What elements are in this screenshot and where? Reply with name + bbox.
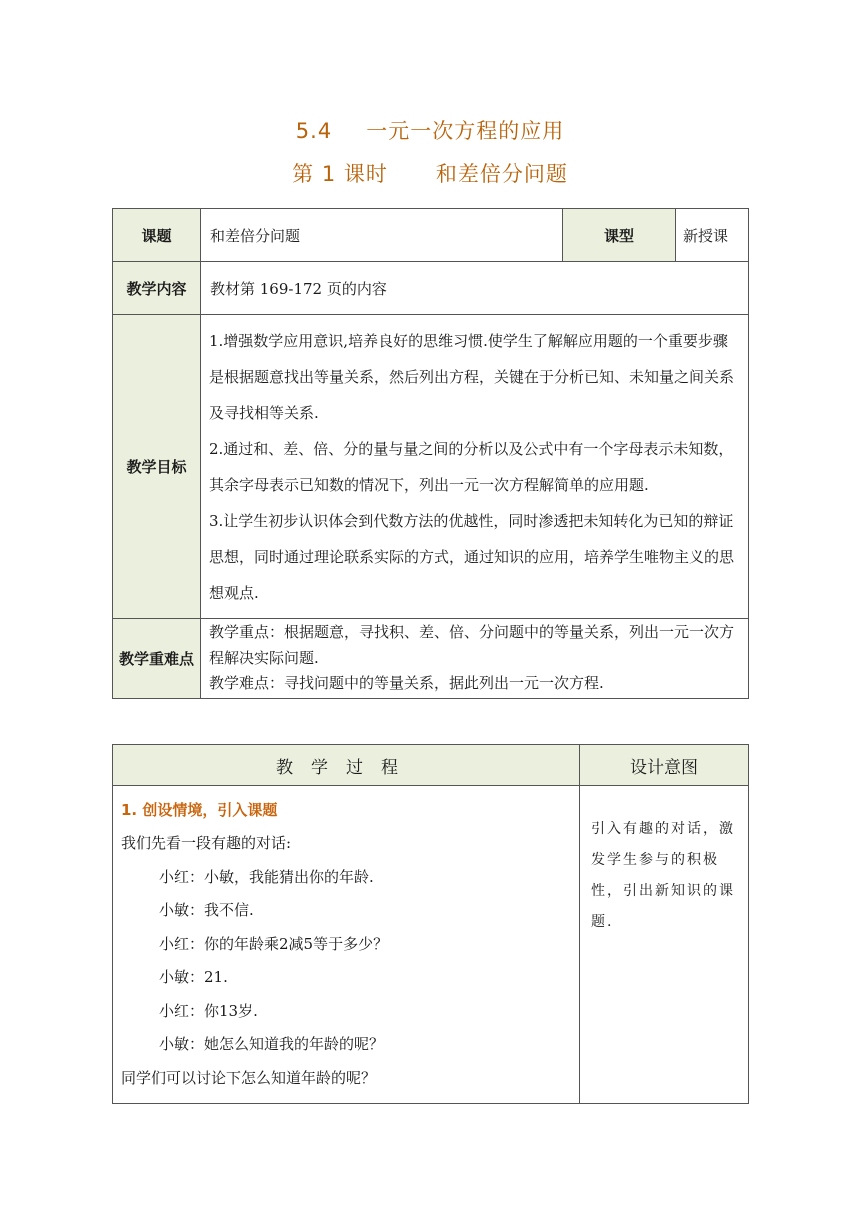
intent-text: 引入有趣的对话，激发学生参与的积极性，引出新知识的课题. [591,821,735,930]
content-value: 教材第 169-172 页的内容 [201,262,749,315]
lesson-number: 第 1 课时 [292,162,388,186]
goals-label: 教学目标 [113,315,201,619]
dialogue-line: 小敏：她怎么知道我的年龄的呢？ [159,1035,385,1053]
lesson-heading [0,158,860,188]
goal-item: 3.让学生初步认识体会到代数方法的优越性，同时渗透把未知转化为已知的辩证思想，同时通过理论联系实际的方式，通过知识的应用，培养学生唯物主义的思想观点. [209,512,735,602]
process-header: 教学过程 [113,745,580,786]
dialogue-line: 小红：你的年龄乘2减5等于多少？ [159,934,389,953]
step-title: 1. 创设情境，引入课题 [121,801,278,819]
dialogue-line: 小红：小敏，我能猜出你的年龄. [159,867,374,886]
key-points-label: 教学重难点 [113,619,201,699]
dialogue-line: 小敏：21. [159,968,228,986]
goals-cell [201,315,749,619]
intent-cell [580,786,749,1104]
section-heading [0,115,860,145]
key-points-cell [201,619,749,699]
content-label: 教学内容 [113,262,201,315]
process-cell [113,786,580,1104]
section-title: 一元一次方程的应用 [366,119,565,143]
key-point: 教学重点：根据题意，寻找积、差、倍、分问题中的等量关系，列出一元一次方程解决实际问题. [209,623,735,667]
teaching-process-table [112,744,749,1104]
section-number: 5.4 [295,119,333,143]
intent-header: 设计意图 [580,745,749,786]
goal-item: 2.通过和、差、倍、分的量与量之间的分析以及公式中有一个字母表示未知数，其余字母表示已知数的情况下，列出一元一次方程解简单的应用题. [209,440,734,494]
goal-item: 1.增强数学应用意识,培养良好的思维习惯.使学生了解解应用题的一个重要步骤是根据题意找出等量关系，然后列出方程，关键在于分析已知、未知量之间关系及寻找相等关系. [209,332,735,422]
dialogue-line: 小红：你13岁. [159,1001,258,1020]
dialogue-line: 小敏：我不信. [159,901,254,919]
type-value: 新授课 [676,209,749,262]
discussion-question: 同学们可以讨论下怎么知道年龄的呢？ [121,1068,377,1087]
intro-text: 我们先看一段有趣的对话: [121,834,292,852]
type-label: 课型 [563,209,676,262]
lesson-title: 和差倍分问题 [435,162,568,186]
difficult-point: 教学难点：寻找问题中的等量关系，据此列出一元一次方程. [209,674,604,693]
topic-label: 课题 [113,209,201,262]
lesson-info-table [112,208,749,699]
topic-value: 和差倍分问题 [201,209,563,262]
